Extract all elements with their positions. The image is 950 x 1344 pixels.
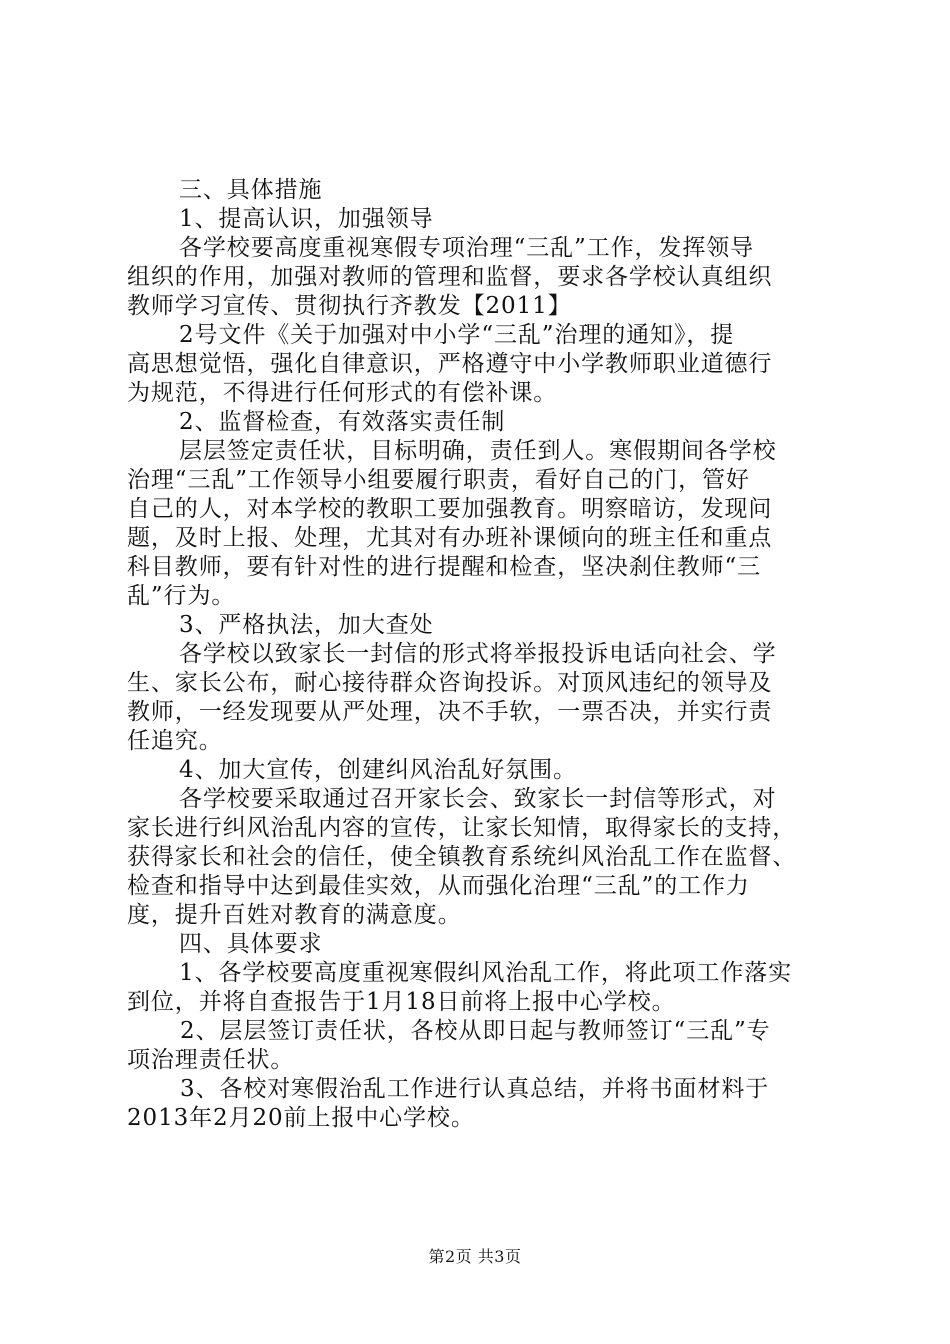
paragraph-line: 题，及时上报、处理，尤其对有办班补课倾向的班主任和重点 xyxy=(127,525,773,551)
paragraph-line: 2号文件《关于加强对中小学“三乱”治理的通知》，提 xyxy=(179,322,735,348)
paragraph-line: 层层签定责任状，目标明确，责任到人。寒假期间各学校 xyxy=(179,438,777,464)
paragraph-line: 度，提升百姓对教育的满意度。 xyxy=(127,902,462,928)
paragraph-line: 教师，一经发现要从严处理，决不手软，一票否决，并实行责 xyxy=(127,699,773,725)
paragraph-line: 任追究。 xyxy=(127,728,223,754)
subheading: 3、严格执法，加大查处 xyxy=(179,612,434,638)
section-heading: 三、具体措施 xyxy=(179,177,323,203)
section-heading: 四、具体要求 xyxy=(179,931,323,957)
paragraph-line: 教师学习宣传、贯彻执行齐教发【2011】 xyxy=(127,293,572,319)
paragraph-line: 各学校要高度重视寒假专项治理“三乱”工作，发挥领导 xyxy=(179,235,755,261)
paragraph-line: 高思想觉悟，强化自律意识，严格遵守中小学教师职业道德行 xyxy=(127,351,773,377)
subheading: 2、监督检查，有效落实责任制 xyxy=(179,409,506,435)
document-body xyxy=(127,176,827,1133)
paragraph-line: 3、各校对寒假治乱工作进行认真总结，并将书面材料于 xyxy=(180,1076,770,1102)
paragraph-line: 科目教师，要有针对性的进行提醒和检查，坚决刹住教师“三 xyxy=(127,554,762,580)
paragraph-line: 自己的人，对本学校的教职工要加强教育。明察暗访，发现问 xyxy=(127,496,773,522)
paragraph-line: 2013年2月20前上报中心学校。 xyxy=(127,1105,475,1131)
paragraph-line: 2、层层签订责任状，各校从即日起与教师签订“三乱”专 xyxy=(180,1018,771,1044)
page-number-footer: 第2页 共3页 xyxy=(428,1247,522,1266)
paragraph-line: 获得家长和社会的信任，使全镇教育系统纠风治乱工作在监督、 xyxy=(127,844,797,870)
paragraph-line: 检查和指导中达到最佳实效，从而强化治理“三乱”的工作力 xyxy=(127,873,750,899)
paragraph-line: 治理“三乱”工作领导小组要履行职责，看好自己的门，管好 xyxy=(127,467,750,493)
subheading: 4、加大宣传，创建纠风治乱好氛围。 xyxy=(179,757,577,783)
paragraph-line: 各学校以致家长一封信的形式将举报投诉电话向社会、学 xyxy=(179,641,777,667)
paragraph-line: 各学校要采取通过召开家长会、致家长一封信等形式，对 xyxy=(179,786,777,812)
paragraph-line: 生、家长公布，耐心接待群众咨询投诉。对顶风违纪的领导及 xyxy=(127,670,773,696)
paragraph-line: 家长进行纠风治乱内容的宣传，让家长知情，取得家长的支持， xyxy=(127,815,797,841)
paragraph-line: 组织的作用，加强对教师的管理和监督，要求各学校认真组织 xyxy=(127,264,773,290)
paragraph-line: 1、各学校要高度重视寒假纠风治乱工作，将此项工作落实 xyxy=(179,960,793,986)
paragraph-line: 为规范，不得进行任何形式的有偿补课。 xyxy=(127,380,558,406)
paragraph-line: 到位，并将自查报告于1月18日前将上报中心学校。 xyxy=(127,989,676,1015)
paragraph-line: 乱”行为。 xyxy=(127,583,236,609)
paragraph-line: 项治理责任状。 xyxy=(127,1047,295,1073)
subheading: 1、提高认识，加强领导 xyxy=(179,206,434,232)
